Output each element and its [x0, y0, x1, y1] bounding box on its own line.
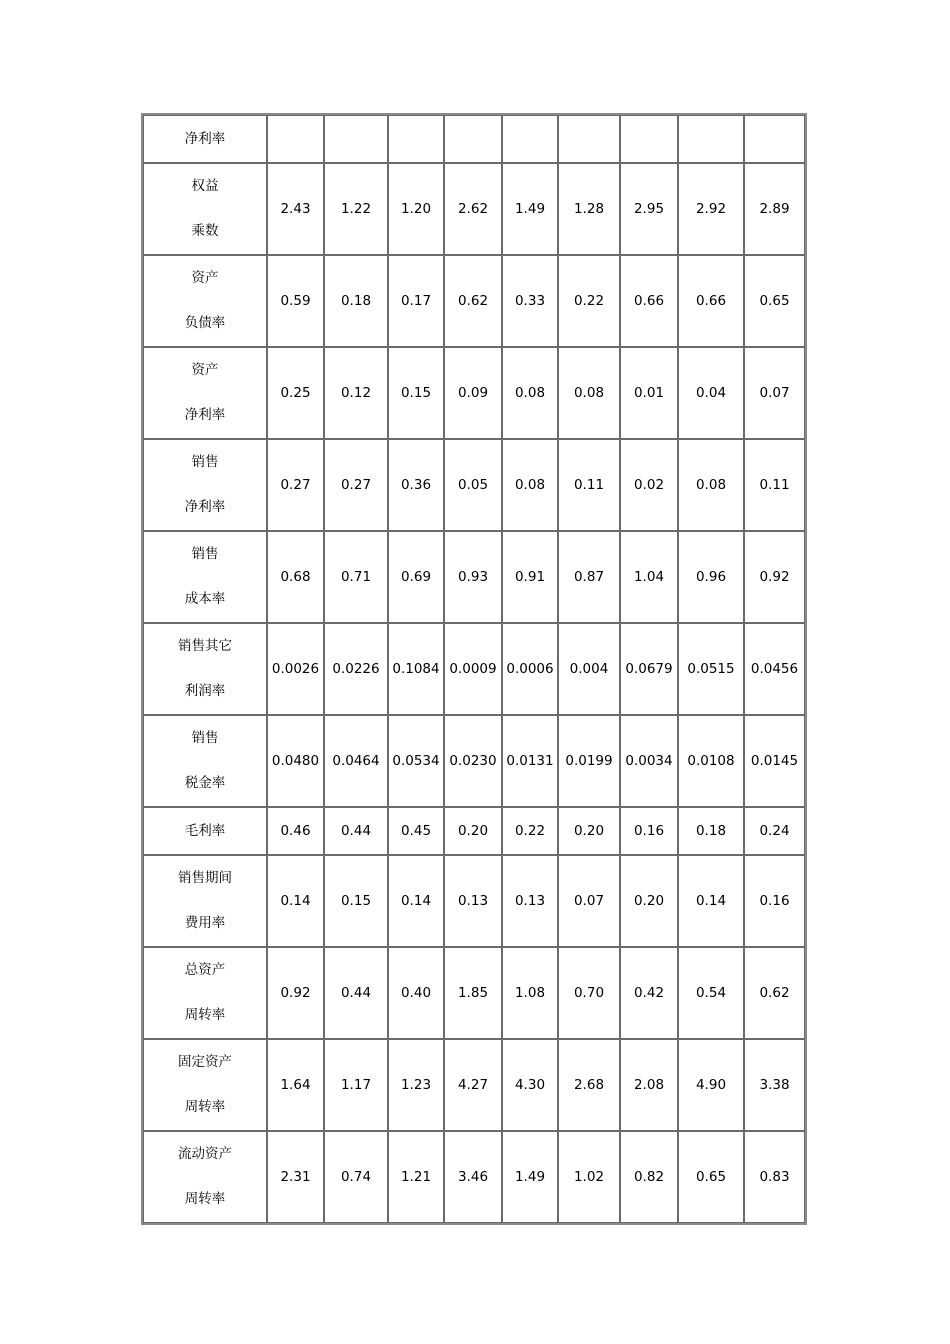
table-cell: 1.64	[267, 1039, 324, 1131]
table-cell: 0.92	[744, 531, 805, 623]
row-header-label: 权益	[191, 178, 219, 194]
table-cell: 2.31	[267, 1131, 324, 1223]
row-header-label: 固定资产	[178, 1054, 232, 1070]
table-cell: 1.08	[502, 947, 558, 1039]
table-cell: 0.08	[502, 347, 558, 439]
table-cell: 0.59	[267, 255, 324, 347]
row-header-label: 毛利率	[184, 823, 226, 839]
row-header-label: 乘数	[191, 223, 219, 239]
table-cell: 0.0226	[324, 623, 388, 715]
table-cell: 0.18	[678, 807, 744, 855]
table-cell: 0.0534	[388, 715, 444, 807]
table-cell: 3.46	[444, 1131, 502, 1223]
table-cell: 0.14	[678, 855, 744, 947]
table-cell: 0.01	[620, 347, 678, 439]
row-header-label: 负债率	[184, 315, 226, 331]
row-header	[143, 715, 267, 807]
table-cell: 0.74	[324, 1131, 388, 1223]
table-cell	[502, 115, 558, 163]
table-cell: 0.13	[502, 855, 558, 947]
table-cell: 0.0464	[324, 715, 388, 807]
table-cell: 0.33	[502, 255, 558, 347]
table-cell	[444, 115, 502, 163]
table-cell: 0.0131	[502, 715, 558, 807]
table-cell: 0.45	[388, 807, 444, 855]
table-row	[143, 115, 805, 163]
row-header-label: 周转率	[184, 1099, 226, 1115]
financial-ratio-table	[141, 113, 807, 1225]
table-cell	[324, 115, 388, 163]
table-cell: 0.20	[444, 807, 502, 855]
table-cell: 1.85	[444, 947, 502, 1039]
table-cell: 2.95	[620, 163, 678, 255]
row-header-label: 资产	[191, 362, 219, 378]
row-header-label: 费用率	[184, 915, 226, 931]
table-cell: 0.27	[267, 439, 324, 531]
row-header-label: 销售	[191, 546, 219, 562]
table-cell: 2.43	[267, 163, 324, 255]
table-cell: 0.0026	[267, 623, 324, 715]
table-row	[143, 947, 805, 1039]
table-cell: 0.14	[267, 855, 324, 947]
table-cell: 0.0009	[444, 623, 502, 715]
table-cell: 0.05	[444, 439, 502, 531]
row-header	[143, 807, 267, 855]
table-cell: 0.0145	[744, 715, 805, 807]
table-cell: 0.22	[502, 807, 558, 855]
row-header	[143, 947, 267, 1039]
table-cell: 0.004	[558, 623, 620, 715]
row-header	[143, 1131, 267, 1223]
table-cell	[620, 115, 678, 163]
row-header-label: 利润率	[184, 683, 226, 699]
table-cell: 2.92	[678, 163, 744, 255]
table-row	[143, 255, 805, 347]
table-cell: 0.0199	[558, 715, 620, 807]
table-row	[143, 807, 805, 855]
table-cell: 0.0034	[620, 715, 678, 807]
table-cell: 0.12	[324, 347, 388, 439]
table-cell: 0.69	[388, 531, 444, 623]
table-cell: 0.04	[678, 347, 744, 439]
table-cell: 0.14	[388, 855, 444, 947]
table-cell: 0.16	[744, 855, 805, 947]
row-header-label: 销售期间	[178, 870, 232, 886]
table-cell: 1.28	[558, 163, 620, 255]
table-cell: 0.91	[502, 531, 558, 623]
row-header	[143, 623, 267, 715]
table-cell: 0.66	[620, 255, 678, 347]
table-cell: 0.0515	[678, 623, 744, 715]
table-cell	[678, 115, 744, 163]
table-cell: 0.65	[744, 255, 805, 347]
table-cell: 0.0456	[744, 623, 805, 715]
row-header-label: 流动资产	[178, 1146, 232, 1162]
table-cell	[388, 115, 444, 163]
row-header-label: 总资产	[184, 962, 226, 978]
table-cell: 4.90	[678, 1039, 744, 1131]
table-cell: 0.66	[678, 255, 744, 347]
table-cell: 0.11	[744, 439, 805, 531]
table-row	[143, 1131, 805, 1223]
table-cell: 4.27	[444, 1039, 502, 1131]
table-cell: 0.92	[267, 947, 324, 1039]
table-cell: 0.62	[444, 255, 502, 347]
table-cell: 0.24	[744, 807, 805, 855]
table-cell: 3.38	[744, 1039, 805, 1131]
table-cell: 0.68	[267, 531, 324, 623]
table-cell: 0.27	[324, 439, 388, 531]
table-cell: 0.02	[620, 439, 678, 531]
table-row	[143, 715, 805, 807]
row-header-label: 周转率	[184, 1007, 226, 1023]
table-cell: 0.11	[558, 439, 620, 531]
table-cell: 0.08	[678, 439, 744, 531]
table-cell: 0.42	[620, 947, 678, 1039]
table-cell: 2.89	[744, 163, 805, 255]
table-cell: 0.13	[444, 855, 502, 947]
table-cell: 0.15	[324, 855, 388, 947]
table-cell	[558, 115, 620, 163]
row-header-label: 税金率	[184, 775, 226, 791]
row-header	[143, 1039, 267, 1131]
table-cell: 0.44	[324, 807, 388, 855]
row-header	[143, 531, 267, 623]
table-cell: 1.49	[502, 1131, 558, 1223]
table-cell: 0.17	[388, 255, 444, 347]
table-row	[143, 347, 805, 439]
table-cell: 0.71	[324, 531, 388, 623]
table-cell: 0.25	[267, 347, 324, 439]
table-cell: 0.07	[744, 347, 805, 439]
table-cell: 0.0006	[502, 623, 558, 715]
row-header	[143, 115, 267, 163]
row-header-label: 净利率	[184, 407, 226, 423]
row-header	[143, 347, 267, 439]
table-cell: 1.02	[558, 1131, 620, 1223]
table-cell: 0.62	[744, 947, 805, 1039]
table-cell: 1.23	[388, 1039, 444, 1131]
table-cell: 0.0230	[444, 715, 502, 807]
table-cell: 4.30	[502, 1039, 558, 1131]
table-cell: 0.96	[678, 531, 744, 623]
table-cell: 0.20	[558, 807, 620, 855]
table-cell: 0.0679	[620, 623, 678, 715]
table-cell: 0.08	[502, 439, 558, 531]
table-cell	[744, 115, 805, 163]
table-cell: 1.04	[620, 531, 678, 623]
row-header-label: 净利率	[184, 131, 226, 147]
table-row	[143, 1039, 805, 1131]
table-cell: 0.87	[558, 531, 620, 623]
table-cell	[267, 115, 324, 163]
table-cell: 0.18	[324, 255, 388, 347]
row-header	[143, 255, 267, 347]
table-cell: 0.07	[558, 855, 620, 947]
table-row	[143, 531, 805, 623]
row-header	[143, 163, 267, 255]
table-cell: 0.46	[267, 807, 324, 855]
row-header-label: 销售	[191, 730, 219, 746]
table-row	[143, 623, 805, 715]
table-cell: 1.49	[502, 163, 558, 255]
table-cell: 0.54	[678, 947, 744, 1039]
table-cell: 0.82	[620, 1131, 678, 1223]
row-header-label: 销售其它	[178, 638, 232, 654]
table-cell: 2.62	[444, 163, 502, 255]
table-cell: 1.20	[388, 163, 444, 255]
table-cell: 1.22	[324, 163, 388, 255]
row-header-label: 周转率	[184, 1191, 226, 1207]
row-header-label: 资产	[191, 270, 219, 286]
table-cell: 0.40	[388, 947, 444, 1039]
row-header-label: 净利率	[184, 499, 226, 515]
table-cell: 0.1084	[388, 623, 444, 715]
table-cell: 0.0480	[267, 715, 324, 807]
table-cell: 0.20	[620, 855, 678, 947]
table-cell: 1.17	[324, 1039, 388, 1131]
table-cell: 1.21	[388, 1131, 444, 1223]
table-cell: 0.08	[558, 347, 620, 439]
table-cell: 0.16	[620, 807, 678, 855]
row-header	[143, 439, 267, 531]
table-cell: 0.83	[744, 1131, 805, 1223]
table-body	[143, 115, 805, 1223]
table-row	[143, 855, 805, 947]
table-cell: 2.68	[558, 1039, 620, 1131]
table-cell: 0.0108	[678, 715, 744, 807]
table-cell: 0.15	[388, 347, 444, 439]
table-cell: 0.22	[558, 255, 620, 347]
row-header-label: 成本率	[184, 591, 226, 607]
table-cell: 0.09	[444, 347, 502, 439]
table-row	[143, 163, 805, 255]
row-header-label: 销售	[191, 454, 219, 470]
table-cell: 0.65	[678, 1131, 744, 1223]
table-cell: 0.44	[324, 947, 388, 1039]
row-header	[143, 855, 267, 947]
table-cell: 0.36	[388, 439, 444, 531]
table-cell: 0.70	[558, 947, 620, 1039]
table-cell: 2.08	[620, 1039, 678, 1131]
table-row	[143, 439, 805, 531]
table-cell: 0.93	[444, 531, 502, 623]
